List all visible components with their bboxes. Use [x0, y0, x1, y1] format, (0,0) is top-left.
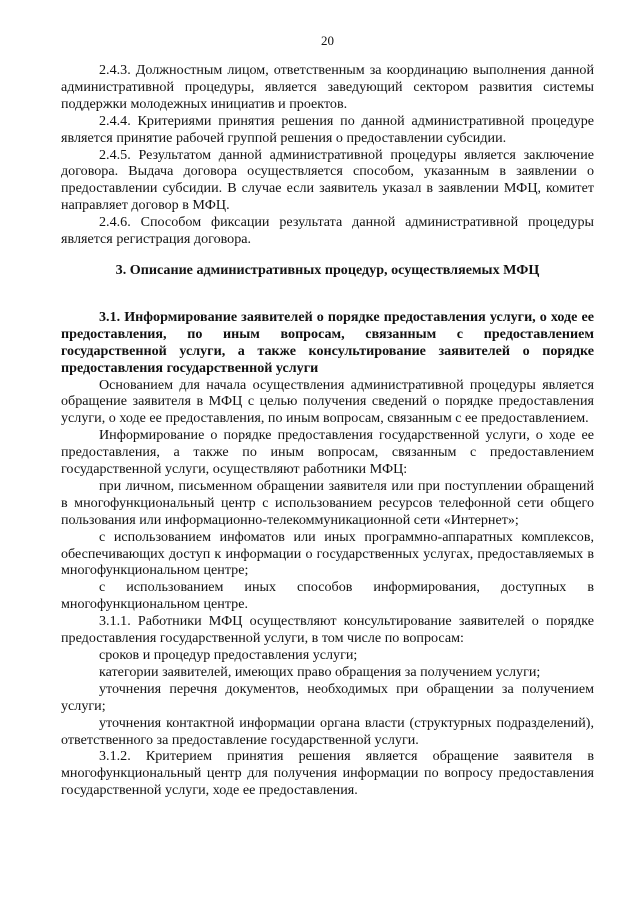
paragraph-3-1-personal-request: при личном, письменном обращении заявителя или при поступлении обращений в многофункциональный центр с использованием ресурсов телефонной сети общего пользования или информационно-телекоммуникационной сети «Интернет»;	[61, 477, 594, 528]
page-number: 20	[321, 33, 334, 48]
paragraph-3-1-informing: Информирование о порядке предоставления государственной услуги, о ходе ее предоставления, а также по иным вопросам, связанным с предоставлением государственной услуги, осуществляют работники МФЦ:	[61, 427, 594, 478]
paragraph-3-1-1-d: уточнения контактной информации органа власти (структурных подразделений), ответственного за предоставление государственной услуги.	[61, 714, 594, 748]
paragraph-3-1-2: 3.1.2. Критерием принятия решения является обращение заявителя в многофункциональный центр для получения информации по вопросу предоставления государственной услуги, ходе ее предоставления.	[61, 748, 594, 799]
paragraph-3-1-1: 3.1.1. Работники МФЦ осуществляют консультирование заявителей о порядке предоставления государственной услуги, в том числе по вопросам:	[61, 613, 594, 647]
paragraph-2-4-4: 2.4.4. Критериями принятия решения по данной административной процедуре является принятие рабочей группой решения о предоставлении субсидии.	[61, 112, 594, 146]
paragraph-3-1-1-c: уточнения перечня документов, необходимых при обращении за получением услуги;	[61, 680, 594, 714]
paragraph-3-1-infomats: с использованием инфоматов или иных программно-аппаратных комплексов, обеспечивающих доступ к информации о государственных услугах, предоставляемых в многофункциональном центре;	[61, 528, 594, 579]
paragraph-2-4-6: 2.4.6. Способом фиксации результата данной административной процедуры является регистрация договора.	[61, 214, 594, 248]
document-body	[61, 62, 594, 799]
paragraph-2-4-3: 2.4.3. Должностным лицом, ответственным за координацию выполнения данной административной процедуры, является заведующий сектором развития системы поддержки молодежных инициатив и проектов.	[61, 62, 594, 112]
paragraph-3-1-1-b: категории заявителей, имеющих право обращения за получением услуги;	[99, 663, 541, 680]
paragraph-3-1-other-methods: с использованием иных способов информирования, доступных в многофункциональном центре.	[61, 579, 594, 613]
section-3-1-heading: 3.1. Информирование заявителей о порядке предоставления услуги, о ходе ее предоставления, по иным вопросам, связанным с предоставлением государственной услуги, а также консультирование заявителей о порядке предоставления государственной услуги	[61, 308, 594, 376]
paragraph-3-1-1-a: сроков и процедур предоставления услуги;	[99, 647, 358, 663]
section-3-heading: 3. Описание административных процедур, осуществляемых МФЦ	[115, 261, 540, 278]
document-page	[61, 0, 594, 905]
paragraph-2-4-5: 2.4.5. Результатом данной административной процедуры является заключение договора. Выдача договора осуществляется способом, указанным в заявлении о предоставлении субсидии. В случае если заявитель указал в заявлении МФЦ, комитет направляет договор в МФЦ.	[61, 146, 594, 214]
paragraph-3-1-basis: Основанием для начала осуществления административной процедуры является обращение заявителя в МФЦ с целью получения сведений о порядке предоставления услуги, о ходе ее предоставления, по иным вопросам, связанным с ее предоставлением.	[61, 376, 594, 427]
